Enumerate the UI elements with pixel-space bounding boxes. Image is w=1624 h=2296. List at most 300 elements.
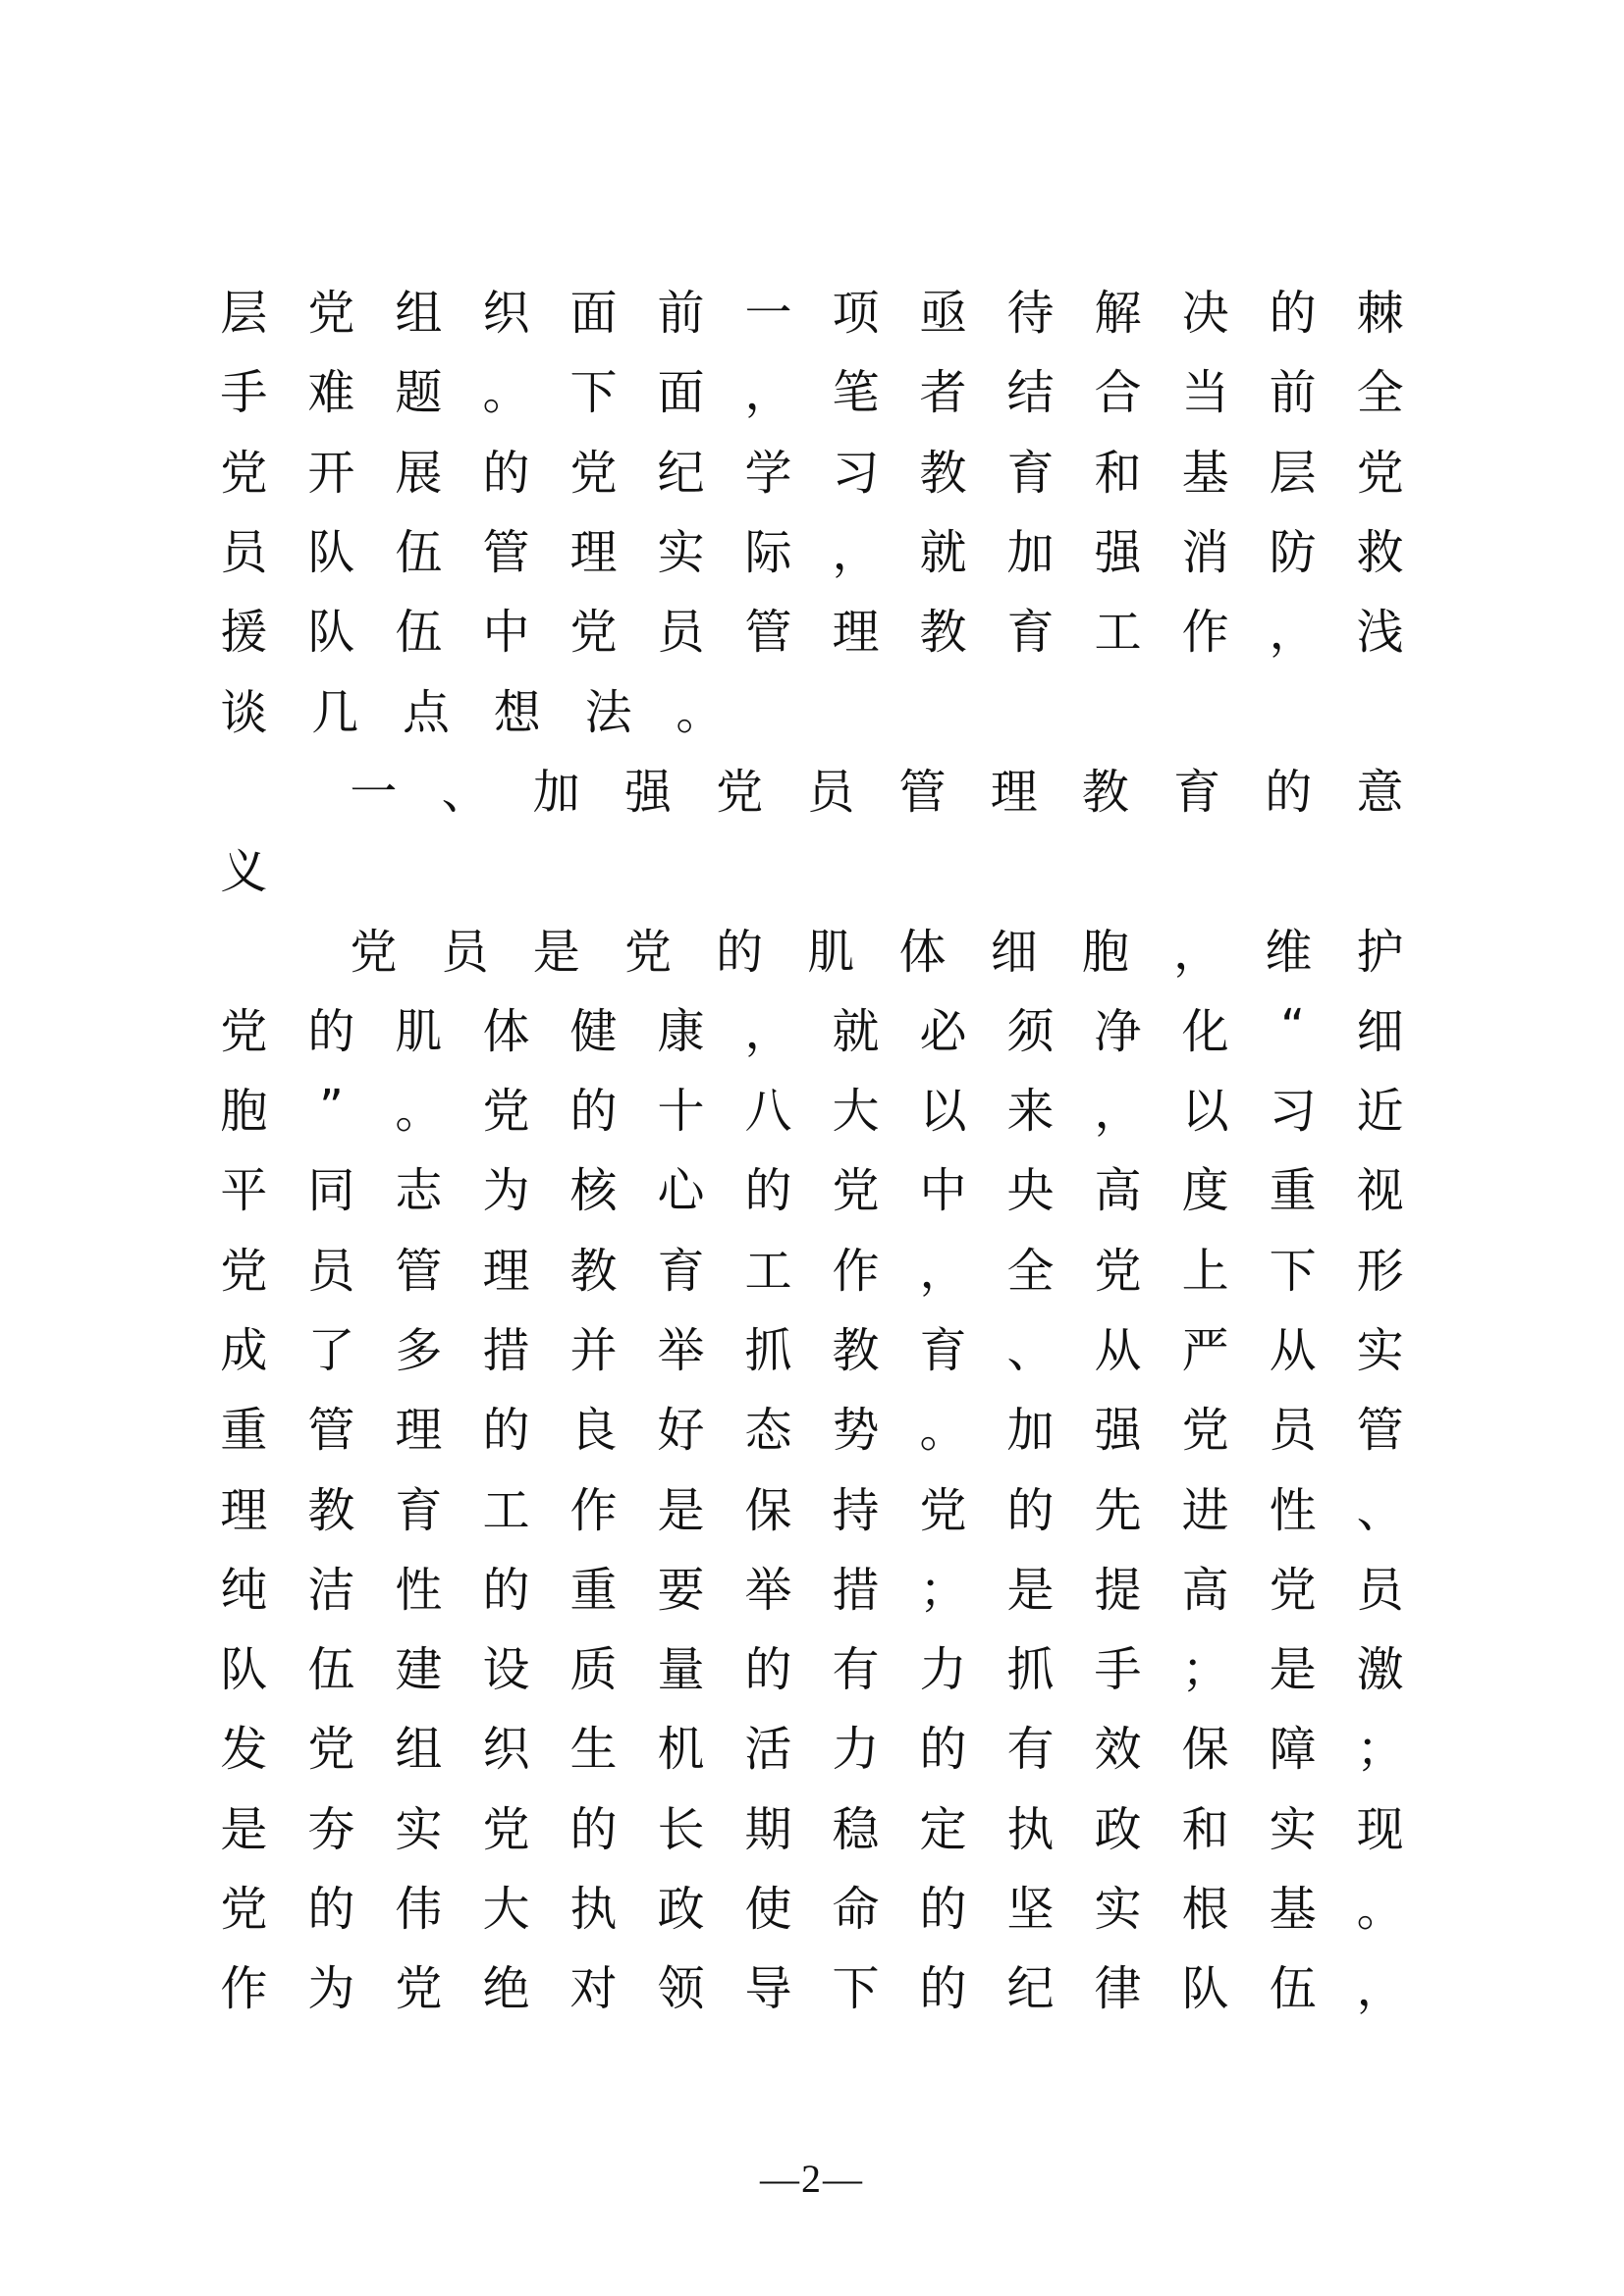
text-char: 面	[569, 286, 618, 342]
text-char: 强	[1094, 1403, 1142, 1459]
text-char: 教	[569, 1243, 618, 1299]
text-char: 志	[395, 1163, 443, 1219]
text-char: 抓	[744, 1323, 792, 1378]
text-char: 执	[1006, 1801, 1055, 1857]
text-char: 性	[395, 1562, 443, 1618]
text-char: 的	[716, 924, 764, 980]
text-char: 对	[569, 1961, 618, 2017]
text-char: ，	[1173, 924, 1221, 980]
text-char: 党	[220, 1003, 268, 1059]
text-char: 浅	[1356, 605, 1404, 661]
text-char: ，	[744, 365, 792, 421]
text-char: 化	[1181, 1003, 1229, 1059]
text-line	[218, 1546, 1406, 1626]
text-char: 队	[1181, 1961, 1229, 2017]
text-char: 义	[220, 844, 268, 900]
text-char: 要	[657, 1562, 705, 1618]
text-char: 待	[1006, 286, 1055, 342]
text-char: 习	[832, 445, 880, 501]
text-char: ，	[1269, 605, 1317, 661]
text-char: 的	[569, 1801, 618, 1857]
text-char: 党	[1181, 1403, 1229, 1459]
text-char: 和	[1094, 445, 1142, 501]
text-char: 作	[832, 1243, 880, 1299]
text-char: 政	[1094, 1801, 1142, 1857]
text-char: 护	[1356, 924, 1404, 980]
text-char: 。	[919, 1403, 967, 1459]
text-char: 纯	[220, 1562, 268, 1618]
text-char: 层	[1269, 445, 1317, 501]
text-char: 多	[395, 1323, 443, 1378]
text-char: 胞	[1081, 924, 1129, 980]
text-char: 抓	[1006, 1642, 1055, 1698]
text-char: 并	[569, 1323, 618, 1378]
text-char: 笔	[832, 365, 880, 421]
text-char: 者	[919, 365, 967, 421]
text-char: 党	[569, 605, 618, 661]
text-char: 是	[532, 924, 580, 980]
text-char: 是	[1006, 1562, 1055, 1618]
text-char: 上	[1181, 1243, 1229, 1299]
text-char: 全	[1356, 365, 1404, 421]
text-char: 伍	[1269, 1961, 1317, 2017]
text-char: 员	[307, 1243, 355, 1299]
text-char: 定	[919, 1801, 967, 1857]
text-char: 消	[1181, 525, 1229, 581]
text-char: 重	[1269, 1163, 1317, 1219]
text-char: 持	[832, 1482, 880, 1538]
text-char: 党	[1356, 445, 1404, 501]
text-char: 长	[657, 1801, 705, 1857]
text-char: 使	[744, 1882, 792, 1938]
text-char: 育	[657, 1243, 705, 1299]
text-char: 实	[1094, 1882, 1142, 1938]
text-char: 从	[1094, 1323, 1142, 1378]
text-char: 当	[1181, 365, 1229, 421]
text-char: 合	[1094, 365, 1142, 421]
text-char: 、	[1356, 1482, 1404, 1538]
text-char: 难	[307, 365, 355, 421]
text-char: 队	[220, 1642, 268, 1698]
text-char: 加	[1006, 1403, 1055, 1459]
text-char: 好	[657, 1403, 705, 1459]
text-char: 员	[807, 764, 855, 820]
text-char: 政	[657, 1882, 705, 1938]
text-char: 防	[1269, 525, 1317, 581]
text-char: 大	[482, 1882, 530, 1938]
text-char: 法	[584, 684, 632, 740]
text-char: 现	[1356, 1801, 1404, 1857]
text-char: 作	[220, 1961, 268, 2017]
text-char: 保	[744, 1482, 792, 1538]
text-char: ；	[1181, 1642, 1229, 1698]
text-char: 教	[919, 605, 967, 661]
text-char: 建	[395, 1642, 443, 1698]
text-char: 织	[482, 286, 530, 342]
text-char: 党	[307, 1722, 355, 1778]
text-char: 必	[919, 1003, 967, 1059]
text-char: 员	[1269, 1403, 1317, 1459]
text-char: 障	[1269, 1722, 1317, 1778]
text-line	[218, 1147, 1406, 1226]
text-char: 意	[1356, 764, 1404, 820]
text-char: 形	[1356, 1243, 1404, 1299]
text-char: 大	[832, 1084, 880, 1140]
text-char: 组	[395, 286, 443, 342]
text-char: 的	[482, 1403, 530, 1459]
text-char: 肌	[395, 1003, 443, 1059]
text-char: 康	[657, 1003, 705, 1059]
text-char: 绝	[482, 1961, 530, 2017]
text-char: 基	[1181, 445, 1229, 501]
text-char: 党	[1269, 1562, 1317, 1618]
text-char: 的	[744, 1642, 792, 1698]
text-char: 党	[482, 1801, 530, 1857]
text-char: 基	[1269, 1882, 1317, 1938]
text-line	[218, 269, 1406, 348]
text-char: 党	[1094, 1243, 1142, 1299]
text-char: 党	[919, 1482, 967, 1538]
text-char: 前	[657, 286, 705, 342]
text-char: 先	[1094, 1482, 1142, 1538]
text-char: 平	[220, 1163, 268, 1219]
text-char: 解	[1094, 286, 1142, 342]
text-char: 育	[1006, 445, 1055, 501]
text-char: 作	[1181, 605, 1229, 661]
text-char: 举	[657, 1323, 705, 1378]
text-char: 严	[1181, 1323, 1229, 1378]
text-char: 激	[1356, 1642, 1404, 1698]
text-char: 教	[307, 1482, 355, 1538]
text-char: 就	[919, 525, 967, 581]
text-char: 势	[832, 1403, 880, 1459]
text-char: 理	[220, 1482, 268, 1538]
text-line	[218, 1466, 1406, 1545]
text-char: 手	[1094, 1642, 1142, 1698]
text-char: 央	[1006, 1163, 1055, 1219]
text-char: 生	[569, 1722, 618, 1778]
text-char: 决	[1181, 286, 1229, 342]
text-char: 视	[1356, 1163, 1404, 1219]
text-char: 管	[898, 764, 947, 820]
text-char: 教	[1081, 764, 1129, 820]
text-char: 党	[569, 445, 618, 501]
text-char: 十	[657, 1084, 705, 1140]
text-char: 的	[307, 1003, 355, 1059]
text-char: 八	[744, 1084, 792, 1140]
text-char: 发	[220, 1722, 268, 1778]
text-char: 执	[569, 1882, 618, 1938]
text-char: 进	[1181, 1482, 1229, 1538]
text-char: 细	[990, 924, 1038, 980]
text-char: 党	[482, 1084, 530, 1140]
text-char: 领	[657, 1961, 705, 2017]
text-char: 工	[744, 1243, 792, 1299]
text-char: 的	[1265, 764, 1313, 820]
text-char: 手	[220, 365, 268, 421]
text-char: 律	[1094, 1961, 1142, 2017]
text-char: 党	[623, 924, 672, 980]
text-char: 导	[744, 1961, 792, 2017]
text-char: 效	[1094, 1722, 1142, 1778]
text-char: 须	[1006, 1003, 1055, 1059]
text-char: 前	[1269, 365, 1317, 421]
text-char: 实	[1269, 1801, 1317, 1857]
text-char: 来	[1006, 1084, 1055, 1140]
text-char: 实	[657, 525, 705, 581]
text-char: 措	[832, 1562, 880, 1618]
text-char: 育	[1173, 764, 1221, 820]
text-char: 维	[1265, 924, 1313, 980]
text-char: 加	[532, 764, 580, 820]
text-char: 重	[220, 1403, 268, 1459]
text-char: 救	[1356, 525, 1404, 581]
text-char: 教	[832, 1323, 880, 1378]
text-char: 夯	[307, 1801, 355, 1857]
text-char: 健	[569, 1003, 618, 1059]
text-char: 队	[307, 525, 355, 581]
text-char: 的	[1269, 286, 1317, 342]
text-char: 展	[395, 445, 443, 501]
text-char: 一	[350, 764, 398, 820]
page-number: —2—	[760, 2157, 864, 2201]
text-char: ，	[1356, 1961, 1404, 2017]
text-char: ；	[919, 1562, 967, 1618]
text-char: 胞	[220, 1084, 268, 1140]
text-char: 理	[395, 1403, 443, 1459]
text-char: 态	[744, 1403, 792, 1459]
text-char: 工	[482, 1482, 530, 1538]
text-line	[218, 1067, 1406, 1147]
text-char: 谈	[220, 684, 268, 740]
text-char: 习	[1269, 1084, 1317, 1140]
text-char: 体	[898, 924, 947, 980]
text-line	[218, 348, 1406, 428]
text-char: 理	[482, 1243, 530, 1299]
text-char: 题	[395, 365, 443, 421]
text-char: 育	[395, 1482, 443, 1538]
text-char: 从	[1269, 1323, 1317, 1378]
text-char: 。	[482, 365, 530, 421]
text-char: 举	[744, 1562, 792, 1618]
text-char: 活	[744, 1722, 792, 1778]
text-char: 几	[311, 684, 359, 740]
text-char: 成	[220, 1323, 268, 1378]
text-char: 党	[220, 445, 268, 501]
text-char: 机	[657, 1722, 705, 1778]
text-char: 洁	[307, 1562, 355, 1618]
text-char: 党	[832, 1163, 880, 1219]
text-char: 设	[482, 1642, 530, 1698]
text-char: 层	[220, 286, 268, 342]
text-char: 是	[220, 1801, 268, 1857]
text-char: 下	[1269, 1243, 1317, 1299]
text-char: 管	[307, 1403, 355, 1459]
text-char: 党	[716, 764, 764, 820]
text-char: 下	[569, 365, 618, 421]
text-char: 命	[832, 1882, 880, 1938]
text-char: ，	[832, 525, 880, 581]
text-char: 理	[569, 525, 618, 581]
text-char: 的	[569, 1084, 618, 1140]
text-line	[218, 1786, 1406, 1865]
text-char: 高	[1094, 1163, 1142, 1219]
text-char: 开	[307, 445, 355, 501]
text-line	[218, 429, 1406, 508]
text-char: 党	[220, 1882, 268, 1938]
text-char: 棘	[1356, 286, 1404, 342]
text-char: 面	[657, 365, 705, 421]
text-char: 党	[220, 1243, 268, 1299]
text-char: 管	[1356, 1403, 1404, 1459]
text-char: ；	[1356, 1722, 1404, 1778]
text-char: 教	[919, 445, 967, 501]
text-char: 员	[657, 605, 705, 661]
text-char: 体	[482, 1003, 530, 1059]
text-char: ，	[1094, 1084, 1142, 1140]
text-char: 有	[832, 1642, 880, 1698]
text-char: 良	[569, 1403, 618, 1459]
text-char: 净	[1094, 1003, 1142, 1059]
text-char: 质	[569, 1642, 618, 1698]
text-char: 的	[919, 1961, 967, 2017]
text-char: 党	[395, 1961, 443, 2017]
text-char: “	[1280, 999, 1306, 1055]
text-char: 纪	[1006, 1961, 1055, 2017]
text-char: 党	[307, 286, 355, 342]
text-char: 织	[482, 1722, 530, 1778]
text-char: 际	[744, 525, 792, 581]
text-char: 项	[832, 286, 880, 342]
text-line	[218, 1626, 1406, 1705]
text-char: 根	[1181, 1882, 1229, 1938]
text-char: 的	[919, 1722, 967, 1778]
text-char: 党	[350, 924, 398, 980]
text-char: ”	[318, 1079, 344, 1135]
text-char: 队	[307, 605, 355, 661]
text-char: 期	[744, 1801, 792, 1857]
text-char: ，	[919, 1243, 967, 1299]
text-line	[218, 1705, 1406, 1785]
text-line	[218, 1386, 1406, 1466]
text-char: 措	[482, 1323, 530, 1378]
text-char: 心	[657, 1163, 705, 1219]
body-text	[218, 269, 1406, 2025]
text-char: 伟	[395, 1882, 443, 1938]
text-char: 工	[1094, 605, 1142, 661]
text-char: 员	[1356, 1562, 1404, 1618]
text-char: 组	[395, 1722, 443, 1778]
text-char: 了	[307, 1323, 355, 1378]
text-char: 点	[402, 684, 450, 740]
text-char: 强	[623, 764, 672, 820]
text-char: 伍	[395, 525, 443, 581]
text-char: 力	[832, 1722, 880, 1778]
text-line	[218, 988, 1406, 1067]
section-heading	[218, 748, 1406, 828]
text-char: 实	[395, 1801, 443, 1857]
text-char: 是	[1269, 1642, 1317, 1698]
text-char: 育	[919, 1323, 967, 1378]
text-line	[218, 588, 1406, 667]
text-char: 量	[657, 1642, 705, 1698]
text-char: 近	[1356, 1084, 1404, 1140]
text-char: 员	[220, 525, 268, 581]
text-char: 伍	[307, 1642, 355, 1698]
text-char: 以	[1181, 1084, 1229, 1140]
text-char: 和	[1181, 1801, 1229, 1857]
text-char: 实	[1356, 1323, 1404, 1378]
text-char: 有	[1006, 1722, 1055, 1778]
text-char: 坚	[1006, 1882, 1055, 1938]
text-char: 伍	[395, 605, 443, 661]
text-char: 核	[569, 1163, 618, 1219]
text-char: 援	[220, 605, 268, 661]
text-char: 就	[832, 1003, 880, 1059]
text-line	[218, 907, 1406, 987]
text-char: 管	[744, 605, 792, 661]
text-char: 为	[307, 1961, 355, 2017]
text-char: 纪	[657, 445, 705, 501]
text-char: 结	[1006, 365, 1055, 421]
text-char: 高	[1181, 1562, 1229, 1618]
text-char: 强	[1094, 525, 1142, 581]
text-line	[218, 1945, 1406, 2024]
text-line	[218, 667, 1406, 747]
text-char: 力	[919, 1642, 967, 1698]
text-char: 的	[307, 1882, 355, 1938]
text-char: 理	[990, 764, 1038, 820]
text-char: 加	[1006, 525, 1055, 581]
text-char: 的	[482, 1562, 530, 1618]
text-char: 为	[482, 1163, 530, 1219]
text-char: 以	[919, 1084, 967, 1140]
text-char: 肌	[807, 924, 855, 980]
text-char: 员	[441, 924, 489, 980]
text-char: 保	[1181, 1722, 1229, 1778]
text-char: 作	[569, 1482, 618, 1538]
text-char: 全	[1006, 1243, 1055, 1299]
text-char: 同	[307, 1163, 355, 1219]
text-line	[218, 508, 1406, 588]
text-char: 细	[1356, 1003, 1404, 1059]
text-char: 。	[395, 1084, 443, 1140]
text-char: 中	[919, 1163, 967, 1219]
text-char: 管	[482, 525, 530, 581]
text-char: 重	[569, 1562, 618, 1618]
text-char: 管	[395, 1243, 443, 1299]
text-char: 育	[1006, 605, 1055, 661]
text-char: 想	[493, 684, 541, 740]
text-char: 理	[832, 605, 880, 661]
text-char: 度	[1181, 1163, 1229, 1219]
text-line	[218, 1865, 1406, 1945]
text-char: 的	[1006, 1482, 1055, 1538]
text-char: 的	[482, 445, 530, 501]
text-line	[218, 1307, 1406, 1386]
section-heading	[218, 828, 1406, 907]
text-char: 提	[1094, 1562, 1142, 1618]
text-char: 中	[482, 605, 530, 661]
text-char: 稳	[832, 1801, 880, 1857]
text-char: 下	[832, 1961, 880, 2017]
text-char: 亟	[919, 286, 967, 342]
text-char: 一	[744, 286, 792, 342]
text-char: 。	[1356, 1882, 1404, 1938]
text-char: 的	[744, 1163, 792, 1219]
text-char: 学	[744, 445, 792, 501]
text-char: 、	[1006, 1323, 1055, 1378]
